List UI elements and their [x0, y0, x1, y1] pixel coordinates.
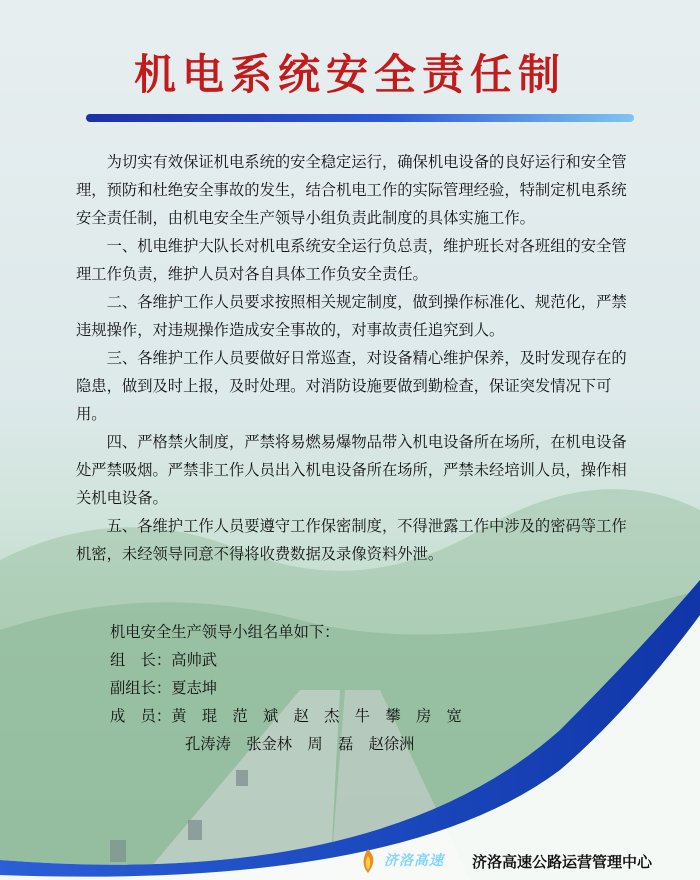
clause-4: 四、严格禁火制度，严禁将易燃易爆物品带入机电设备所在场所，在机电设备处严禁吸烟。严禁非工作人员出入机电设备所在场所，严禁未经培训人员，操作相关机电设备。: [76, 433, 627, 507]
roster-leader: 组 长：高帅武: [110, 651, 218, 669]
footer-brand-name: 济洛高速: [384, 853, 444, 869]
roster-members-line-2: 孔涛涛 张金林 周 磊 赵徐洲: [185, 735, 415, 753]
page-title: 机电系统安全责任制: [133, 50, 566, 99]
roster-members-line-1: 成 员：黄 琨 范 斌 赵 杰 牛 攀 房 宽: [110, 707, 462, 725]
intro-paragraph: 为切实有效保证机电系统的安全稳定运行，确保机电设备的良好运行和安全管理，预防和杜绝安全事故的发生，结合机电工作的实际管理经验，特制定机电系统安全责任制，由机电安全生产领导小组负责此制度的具体实施工作。: [76, 153, 627, 227]
roster-heading: 机电安全生产领导小组名单如下：: [110, 623, 340, 641]
clause-3: 三、各维护工作人员要做好日常巡查，对设备精心维护保养，及时发现存在的隐患，做到及时上报，及时处理。对消防设施要做到勤检查，保证突发情况下可用。: [76, 349, 627, 423]
clause-5: 五、各维护工作人员要遵守工作保密制度，不得泄露工作中涉及的密码等工作机密，未经领导同意不得将收费数据及录像资料外泄。: [76, 517, 627, 563]
flame-logo-icon: [356, 848, 380, 874]
footer-logo: [356, 846, 466, 876]
clause-2: 二、各维护工作人员要求按照相关规定制度，做到操作标准化、规范化，严禁违规操作，对违规操作造成安全事故的，对事故责任追究到人。: [76, 293, 627, 339]
roster-deputy: 副组长：夏志坤: [110, 679, 218, 697]
leadership-roster: [110, 618, 462, 758]
title-underline: [86, 114, 634, 122]
document-body: [76, 148, 636, 568]
footer-organization: 济洛高速公路运营管理中心: [472, 853, 653, 871]
clause-1: 一、机电维护大队长对机电系统安全运行负总责，维护班长对各班组的安全管理工作负责，维护人员对各自具体工作负安全责任。: [76, 237, 627, 283]
